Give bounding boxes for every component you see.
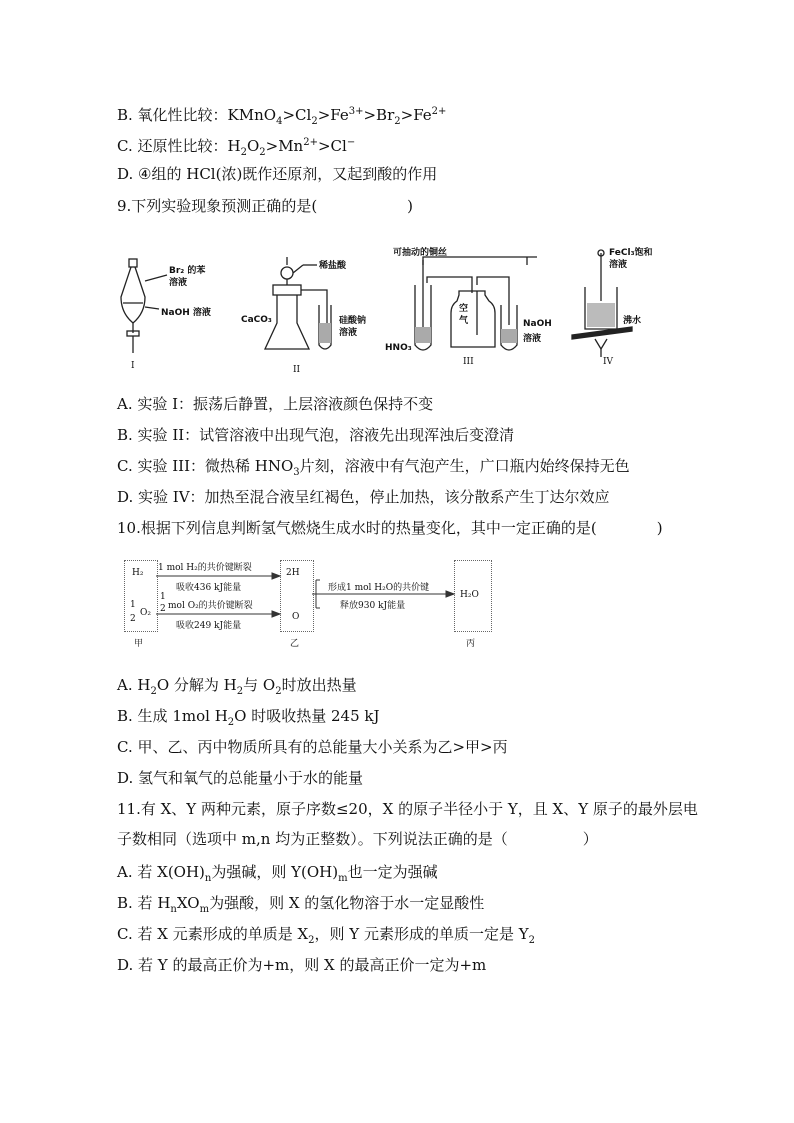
- label-boiling-water: 沸水: [623, 316, 642, 326]
- roman-i: I: [131, 361, 135, 371]
- q10-option-c: C. 甲、乙、丙中物质所具有的总能量大小关系为乙>甲>丙: [117, 738, 508, 756]
- label-naoh-2-solution: 溶液: [523, 334, 542, 344]
- q9-option-d: D. 实验 IV：加热至混合液呈红褐色，停止加热，该分散系产生丁达尔效应: [117, 488, 610, 506]
- label-naoh-2: NaOH: [523, 319, 552, 329]
- q11-option-b: B. 若 $H_nXO_m$为强酸，则 X 的氢化物溶于水一定显酸性: [117, 894, 485, 915]
- yi-2h: 2H: [286, 568, 300, 578]
- q11-stem-line1: 11.有 X、Y 两种元素，原子序数≤20，X 的原子半径小于 Y，且 X、Y 原子的最外层电: [117, 800, 698, 818]
- roman-ii: II: [293, 365, 301, 375]
- q11-option-d: D. 若 Y 的最高正价为+m，则 X 的最高正价一定为+m: [117, 956, 487, 974]
- arrow2-den: 2: [160, 604, 166, 614]
- label-silicate: 硅酸钠: [339, 316, 367, 326]
- label-bing: 丙: [466, 639, 476, 649]
- roman-iii: III: [463, 357, 474, 367]
- q8-option-b: B. 氧化性比较：$KMnO_4>Cl_2>Fe^{3+}>Br_2>Fe^{2+}$: [117, 106, 447, 127]
- label-jia: 甲: [134, 639, 144, 649]
- hno3-liquid: [415, 327, 431, 343]
- copper-wire-apparatus-icon: [415, 257, 537, 350]
- label-silicate-solution: 溶液: [339, 328, 358, 338]
- bing-h2o: H₂O: [460, 590, 479, 600]
- label-naoh-1: NaOH 溶液: [161, 308, 211, 318]
- jia-h2: H₂: [132, 568, 144, 578]
- q9-option-b: B. 实验 II：试管溶液中出现气泡，溶液先出现浑浊后变澄清: [117, 426, 515, 444]
- label-fecl3: FeCl₃饱和: [609, 248, 653, 258]
- arrow1-top-label: 1 mol H₂的共价键断裂: [158, 563, 252, 573]
- q9-apparatus-figure: [117, 245, 677, 380]
- q10-option-a: A. $H_2O$ 分解为 $H_2$与 $O_2$时放出热量: [117, 676, 357, 697]
- arrow2-top-label: mol O₂的共价键断裂: [168, 601, 253, 611]
- yi-o: O: [292, 612, 300, 622]
- arrow2-num: 1: [160, 592, 166, 602]
- arrow3-bottom-label: 释放930 kJ能量: [340, 601, 406, 611]
- silicate-liquid: [319, 323, 331, 343]
- naoh-liquid: [501, 329, 517, 343]
- q11-option-a: A. 若 $X(OH)_n$为强碱，则 $Y(OH)_m$也一定为强碱: [117, 863, 438, 884]
- q9-option-c: C. 实验 III：微热稀 $HNO_3$片刻，溶液中有气泡产生，广口瓶内始终保持无色: [117, 457, 630, 478]
- label-copper-wire: 可抽动的铜丝: [393, 248, 448, 258]
- q11-stem-line2: 子数相同（选项中 m,n 均为正整数）。下列说法正确的是（ ）: [117, 830, 598, 848]
- jia-o2: O₂: [140, 608, 151, 618]
- label-caco3: CaCO₃: [241, 315, 272, 325]
- jia-half-num: 1: [130, 600, 136, 610]
- q8-option-c: C. 还原性比较：$H_2O_2>Mn^{2+}>Cl^-$: [117, 137, 356, 158]
- q8-option-d: D. ④组的 HCl(浓)既作还原剂，又起到酸的作用: [117, 165, 438, 183]
- label-yi: 乙: [290, 639, 300, 649]
- roman-iv: IV: [603, 357, 614, 367]
- label-br2: Br₂ 的苯: [169, 266, 206, 276]
- arrow3-top-label: 形成1 mol H₂O的共价键: [328, 583, 430, 593]
- q10-stem: 10.根据下列信息判断氢气燃烧生成水时的热量变化，其中一定正确的是( ): [117, 519, 663, 537]
- q10-option-d: D. 氢气和氧气的总能量小于水的能量: [117, 769, 364, 787]
- q9-stem: 9.下列实验现象预测正确的是( ): [117, 197, 414, 215]
- arrow1-bottom-label: 吸收436 kJ能量: [176, 583, 242, 593]
- label-air-1: 空: [459, 304, 469, 314]
- arrow2-bottom-label: 吸收249 kJ能量: [176, 621, 242, 631]
- label-br2-solution: 溶液: [169, 278, 188, 288]
- label-hcl: 稀盐酸: [319, 261, 347, 271]
- q9-option-a: A. 实验 I：振荡后静置，上层溶液颜色保持不变: [117, 395, 434, 413]
- q10-option-b: B. 生成 1mol $H_2O$ 时吸收热量 245 kJ: [117, 707, 380, 728]
- q11-option-c: C. 若 X 元素形成的单质是 $X_2$，则 Y 元素形成的单质一定是 $Y_2$: [117, 925, 536, 946]
- jia-half-den: 2: [130, 614, 136, 624]
- q10-energy-diagram: [120, 556, 500, 656]
- label-hno3: HNO₃: [385, 343, 412, 353]
- label-fecl3-solution: 溶液: [609, 260, 628, 270]
- label-air-2: 气: [459, 316, 469, 326]
